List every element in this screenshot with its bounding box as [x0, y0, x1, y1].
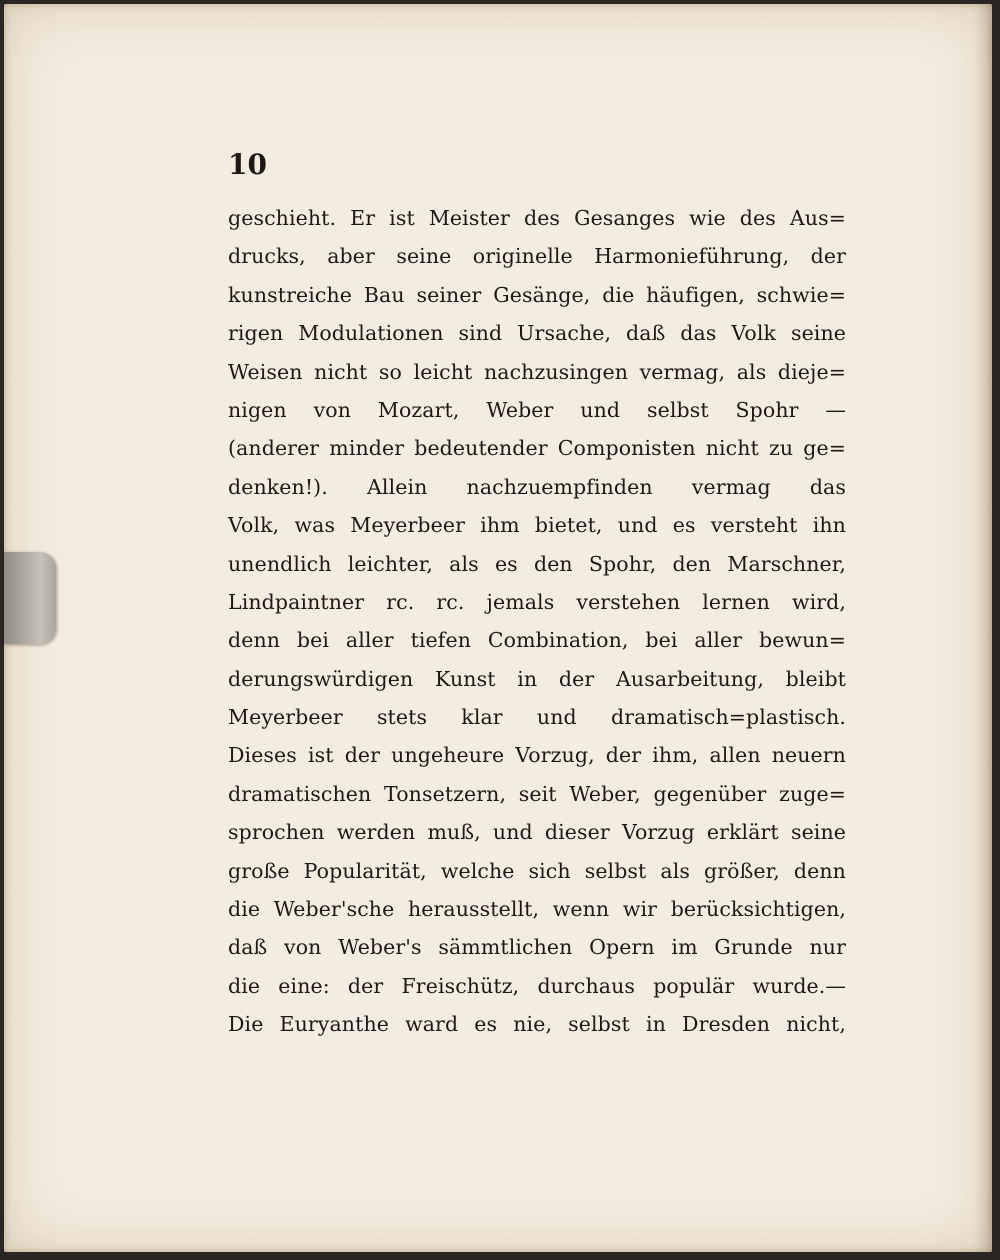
- book-page: [4, 4, 992, 1252]
- text-line: große Popularität, welche sich selbst als größer, denn: [228, 858, 846, 883]
- text-line: nigen von Mozart, Weber und selbst Spohr —: [228, 397, 846, 422]
- text-line: Volk, was Meyerbeer ihm bietet, und es versteht ihn: [228, 513, 846, 538]
- page-number: 10: [228, 148, 267, 181]
- text-line: denken!). Allein nachzuempfinden vermag das: [228, 474, 846, 499]
- text-line: sprochen werden muß, und dieser Vorzug erklärt seine: [228, 820, 846, 845]
- text-line: kunstreiche Bau seiner Gesänge, die häufigen, schwie=: [228, 282, 846, 307]
- page-clip: [4, 552, 56, 644]
- text-line: dramatischen Tonsetzern, seit Weber, gegenüber zuge=: [228, 781, 846, 806]
- text-line: daß von Weber's sämmtlichen Opern im Grunde nur: [228, 935, 846, 960]
- text-line: Meyerbeer stets klar und dramatisch=plastisch.: [228, 705, 846, 730]
- text-line: die eine: der Freischütz, durchaus populär wurde.—: [228, 973, 846, 998]
- text-line: Dieses ist der ungeheure Vorzug, der ihm, allen neuern: [228, 743, 846, 768]
- page-edge-shadow: [974, 4, 992, 1252]
- text-line: Lindpaintner rc. rc. jemals verstehen lernen wird,: [228, 589, 846, 614]
- text-line: (anderer minder bedeutender Componisten nicht zu ge=: [228, 436, 846, 461]
- text-line: denn bei aller tiefen Combination, bei aller bewun=: [228, 628, 846, 653]
- text-line: Die Euryanthe ward es nie, selbst in Dresden nicht,: [228, 1012, 846, 1037]
- body-text: [228, 199, 846, 1044]
- text-line: geschieht. Er ist Meister des Gesanges wie des Aus=: [228, 206, 846, 230]
- text-line: derungswürdigen Kunst in der Ausarbeitung, bleibt: [228, 666, 846, 691]
- text-line: drucks, aber seine originelle Harmonieführung, der: [228, 244, 846, 269]
- text-line: rigen Modulationen sind Ursache, daß das Volk seine: [228, 321, 846, 346]
- text-line: Weisen nicht so leicht nachzusingen vermag, als dieje=: [228, 359, 846, 384]
- text-line: unendlich leichter, als es den Spohr, den Marschner,: [228, 551, 846, 576]
- text-line: die Weber'sche herausstellt, wenn wir berücksichtigen,: [228, 897, 846, 922]
